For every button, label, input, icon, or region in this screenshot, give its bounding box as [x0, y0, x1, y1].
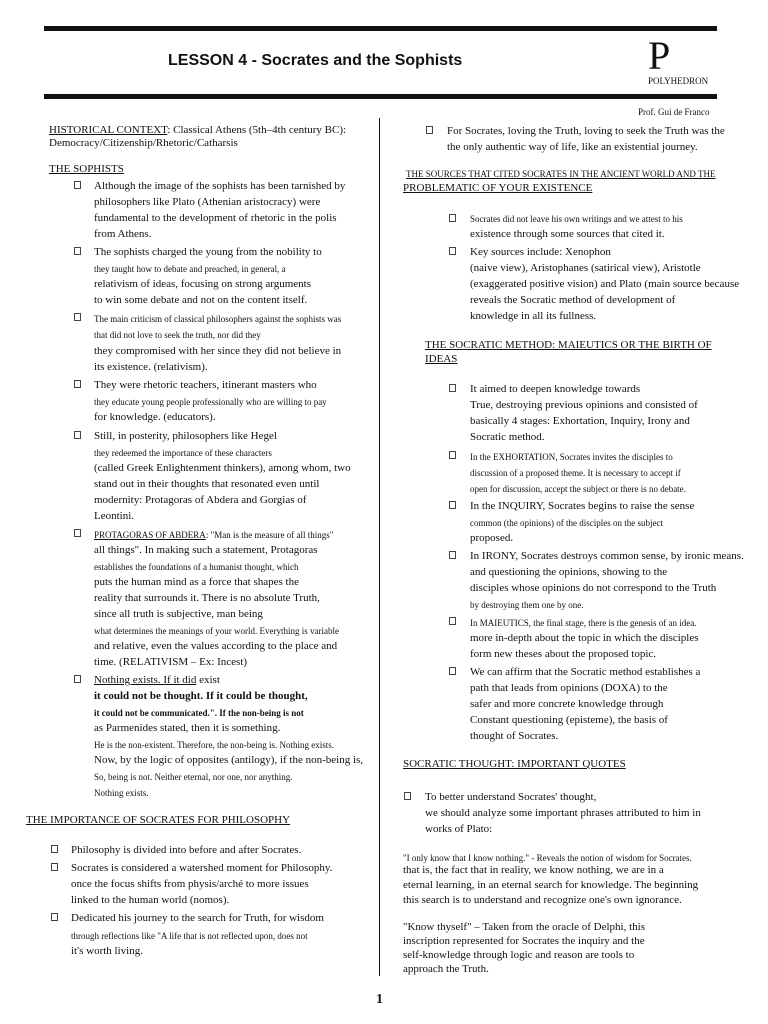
bullet-icon [74, 675, 81, 683]
text-line: (exaggerated positive vision) and Plato (main source because [470, 278, 740, 290]
top-rule [44, 26, 717, 31]
bullet-icon [74, 529, 81, 537]
text-line: safer and more concrete knowledge through [470, 698, 664, 710]
text-line: Philosophy is divided into before and after Socrates. [71, 844, 302, 856]
logo-letter: P [648, 33, 671, 78]
section-heading-sources: THE SOURCES THAT CITED SOCRATES IN THE ANCIENT WORLD AND THE [406, 169, 716, 179]
bullet-icon [449, 501, 456, 509]
text-line: The sophists charged the young from the nobility to [94, 246, 322, 258]
text-line: discussion of a proposed theme. It is necessary to accept if [470, 468, 681, 478]
text-line: common (the opinions) of the disciples on the subject [470, 518, 663, 528]
bullet-icon [74, 181, 81, 189]
text-line: Nothing exists. [94, 788, 149, 798]
text-line: reveals the Socratic method of development of [470, 294, 676, 306]
text-line: In the INQUIRY, Socrates begins to raise the sense [470, 500, 695, 512]
logo-text: POLYHEDRON [648, 76, 709, 86]
text-line: He is the non-existent. Therefore, the non-being is. Nothing exists. [94, 740, 335, 750]
text-line: disciples whose opinions do not correspond to the Truth [470, 582, 717, 594]
protagoras-heading: PROTAGORAS OF ABDERA: "Man is the measure of all things" [94, 530, 334, 540]
text-line: by destroying them one by one. [470, 600, 584, 610]
text-line: Key sources include: Xenophon [470, 246, 611, 258]
text-line: form new theses about the proposed topic. [470, 648, 657, 660]
quote-line: that is, the fact that in reality, we know nothing, we are in a [403, 864, 664, 876]
text-line: relativism of ideas, focusing on strong arguments [94, 278, 312, 290]
bottom-rule [44, 94, 717, 99]
author: Prof. Gui de Franco [638, 107, 710, 117]
text-line: and questioning the opinions, showing to the [470, 566, 668, 578]
bullet-icon [74, 313, 81, 321]
text-line: it's worth living. [71, 945, 143, 957]
text-line: Although the image of the sophists has been tarnished by [94, 180, 346, 192]
bullet-icon [449, 384, 456, 392]
text-line: proposed. [470, 532, 514, 544]
quote-line: self-knowledge through logic and reason are tools to [403, 949, 635, 961]
bullet-icon [74, 380, 81, 388]
text-line: works of Plato: [425, 823, 493, 835]
text-line: thought of Socrates. [470, 730, 559, 742]
text-line: we should analyze some important phrases attributed to him in [425, 807, 701, 819]
quote-line: inscription represented for Socrates the inquiry and the [403, 935, 645, 947]
text-line: reality that surrounds it. There is no absolute Truth, [94, 592, 320, 604]
text-line: as Parmenides stated, then it is something. [94, 722, 281, 734]
text-line: (called Greek Enlightenment thinkers), among whom, two [94, 462, 351, 474]
text-line: In the EXHORTATION, Socrates invites the disciples to [470, 452, 673, 462]
bullet-icon [449, 247, 456, 255]
bullet-icon [51, 845, 58, 853]
text-line: linked to the human world (nomos). [71, 894, 230, 906]
text-line: fundamental to the development of rhetoric in the polis [94, 212, 337, 224]
bullet-icon [449, 551, 456, 559]
text-line: modernity: Protagoras of Abdera and Gorgias of [94, 494, 307, 506]
page-title: LESSON 4 - Socrates and the Sophists [168, 52, 463, 69]
text-line: The main criticism of classical philosophers against the sophists was [94, 314, 342, 324]
text-line: all things". In making such a statement, Protagoras [94, 544, 318, 556]
section-heading-method-line2: IDEAS [425, 353, 458, 365]
text-line: They were rhetoric teachers, itinerant masters who [94, 379, 317, 391]
quote-line: "I only know that I know nothing." - Reveals the notion of wisdom for Socrates. [403, 853, 692, 863]
text-line: what determines the meanings of your world. Everything is variable [94, 626, 339, 636]
quote-line: "Know thyself" – Taken from the oracle of Delphi, this [403, 921, 646, 933]
bullet-icon [449, 451, 456, 459]
page-number: 1 [376, 992, 383, 1007]
text-line: In MAIEUTICS, the final stage, there is the genesis of an idea. [470, 618, 697, 628]
text-line: Constant questioning (episteme), the basis of [470, 714, 668, 726]
text-line: It aimed to deepen knowledge towards [470, 383, 641, 395]
text-line: they redeemed the importance of these characters [94, 448, 272, 458]
text-line: We can affirm that the Socratic method establishes a [470, 666, 701, 678]
text-line: stand out in their thoughts that resonated even until [94, 478, 320, 490]
text-line: to win some debate and not on the content itself. [94, 294, 308, 306]
text-line: they educate young people professionally who are willing to pay [94, 397, 327, 407]
section-heading-method: THE SOCRATIC METHOD: MAIEUTICS OR THE BIRTH OF [425, 339, 712, 351]
section-heading-sources-line2: PROBLEMATIC OF YOUR EXISTENCE [403, 182, 593, 194]
text-line: since all truth is subjective, man being [94, 608, 263, 620]
text-line: they compromised with her since they did not believe in [94, 345, 342, 357]
text-line: establishes the foundations of a humanist thought, which [94, 562, 299, 572]
text-line: path that leads from opinions (DOXA) to the [470, 682, 668, 694]
section-heading-importance: THE IMPORTANCE OF SOCRATES FOR PHILOSOPHY [26, 814, 291, 826]
quote-line: this search is to understand and recognize one's own ignorance. [403, 894, 682, 906]
text-line: its existence. (relativism). [94, 361, 208, 373]
bullet-icon [404, 792, 411, 800]
historical-context-line2: Democracy/Citizenship/Rhetoric/Catharsis [49, 137, 238, 149]
text-line: that did not love to seek the truth, nor did they [94, 330, 261, 340]
quote-line: approach the Truth. [403, 963, 489, 975]
text-line: Now, by the logic of opposites (antilogy), if the non-being is, [94, 754, 364, 766]
text-line: knowledge in all its fullness. [470, 310, 597, 322]
text-line: more in-depth about the topic in which the disciples [470, 632, 699, 644]
text-line: the only authentic way of life, like an existential journey. [447, 141, 698, 153]
column-divider [379, 118, 380, 976]
bullet-icon [74, 247, 81, 255]
bullet-icon [51, 863, 58, 871]
bullet-icon [426, 126, 433, 134]
section-heading-sophists: THE SOPHISTS [49, 163, 124, 175]
bullet-icon [74, 431, 81, 439]
bullet-icon [449, 214, 456, 222]
text-line: from Athens. [94, 228, 152, 240]
text-line: basically 4 stages: Exhortation, Inquiry, Irony and [470, 415, 690, 427]
bullet-icon [449, 617, 456, 625]
quote-line: eternal learning, in an eternal search for knowledge. The beginning [403, 879, 699, 891]
gorgias-heading: Nothing exists. If it did exist [94, 674, 220, 686]
text-line: once the focus shifts from physis/arché to more issues [71, 878, 309, 890]
text-line: they taught how to debate and preached, in general, a [94, 264, 286, 274]
text-line: Socratic method. [470, 431, 545, 443]
text-line: it could not be thought. If it could be thought, [94, 690, 308, 702]
text-line: time. (RELATIVISM – Ex: Incest) [94, 656, 248, 668]
text-line: To better understand Socrates' thought, [425, 791, 597, 803]
bullet-icon [51, 913, 58, 921]
text-line: In IRONY, Socrates destroys common sense, by ironic means. [470, 550, 744, 562]
text-line: existence through some sources that cited it. [470, 228, 665, 240]
text-line: open for discussion, accept the subject or there is no debate. [470, 484, 686, 494]
text-line: (naive view), Aristophanes (satirical view), Aristotle [470, 262, 701, 274]
text-line: philosophers like Plato (Athenian aristocracy) were [94, 196, 321, 208]
text-line: through reflections like "A life that is not reflected upon, does not [71, 931, 308, 941]
text-line: Dedicated his journey to the search for Truth, for wisdom [71, 912, 324, 924]
text-line: and relative, even the values according to the place and [94, 640, 338, 652]
text-line: True, destroying previous opinions and consisted of [470, 399, 698, 411]
section-heading-quotes: SOCRATIC THOUGHT: IMPORTANT QUOTES [403, 758, 626, 770]
text-line: Still, in posterity, philosophers like Hegel [94, 430, 277, 442]
text-line: puts the human mind as a force that shapes the [94, 576, 299, 588]
text-line: So, being is not. Neither eternal, nor one, nor anything. [94, 772, 293, 782]
text-line: Leontini. [94, 510, 135, 522]
text-line: For Socrates, loving the Truth, loving to seek the Truth was the [447, 125, 725, 137]
text-line: Socrates is considered a watershed moment for Philosophy. [71, 862, 333, 874]
text-line: Socrates did not leave his own writings and we attest to his [470, 214, 683, 224]
historical-context: HISTORICAL CONTEXT: Classical Athens (5th–4th century BC): [49, 124, 347, 136]
text-line: it could not be communicated.". If the non-being is not [94, 708, 304, 718]
text-line: for knowledge. (educators). [94, 411, 216, 423]
bullet-icon [449, 667, 456, 675]
